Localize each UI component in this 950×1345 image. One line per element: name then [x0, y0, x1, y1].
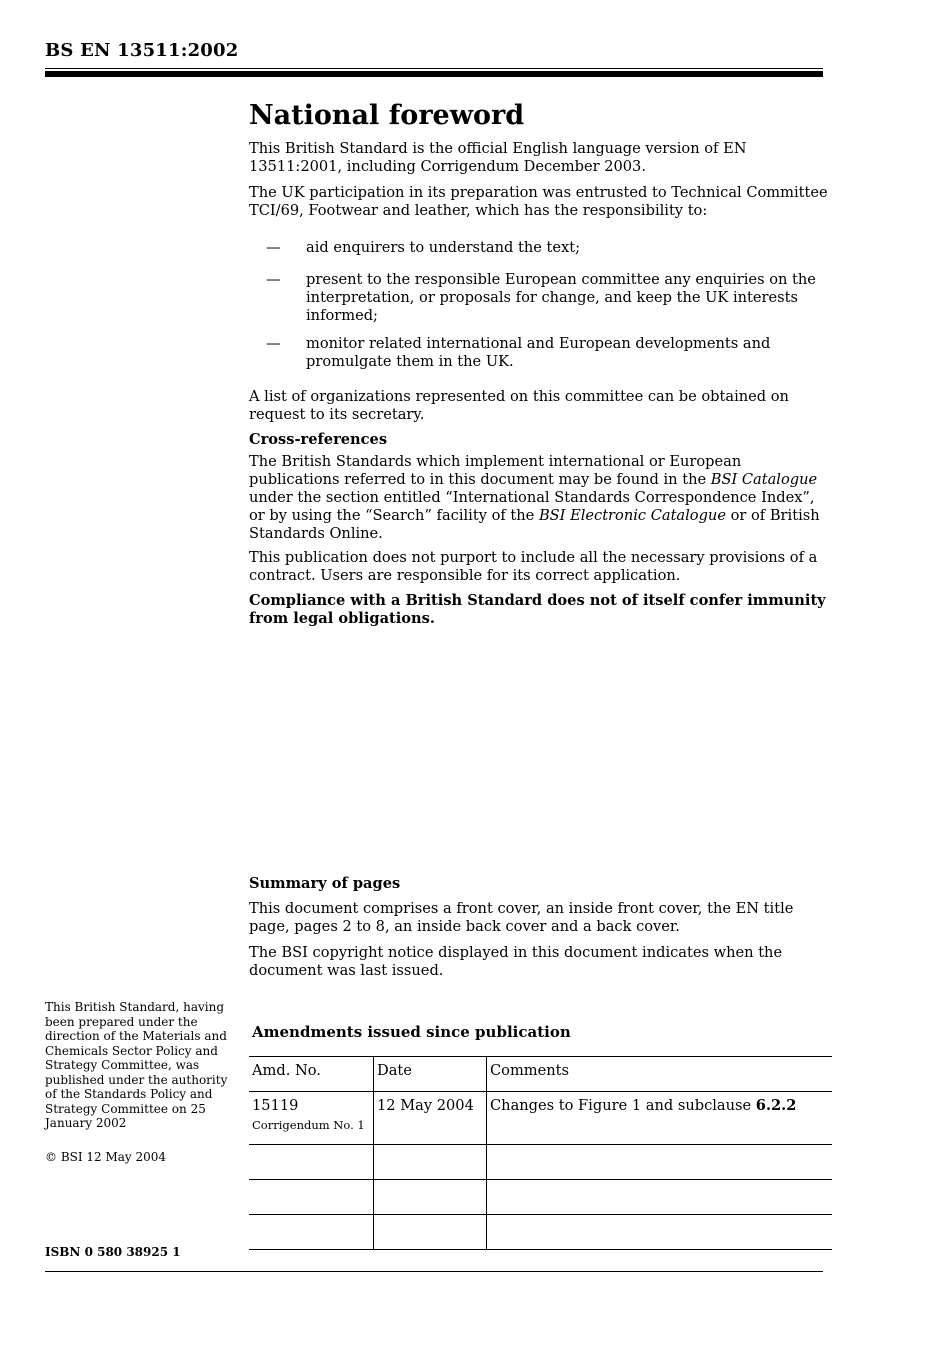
- column-header-comments: Comments: [490, 1062, 570, 1079]
- foreword-paragraph-2: The UK participation in its preparation was entrusted to Technical Committee TCI/69, Footwear and leather, which has the responsibility to:: [249, 184, 828, 219]
- crossref-text: or of British Standards Online.: [249, 507, 820, 542]
- page-title: National foreword: [249, 100, 525, 131]
- summary-paragraph-2: The BSI copyright notice displayed in this document indicates when the document was last issued.: [249, 944, 783, 979]
- column-header-date: Date: [377, 1062, 412, 1079]
- bsi-catalogue-ref: BSI Catalogue: [710, 471, 818, 488]
- table-rule: [249, 1091, 832, 1092]
- bsi-electronic-catalogue-ref: BSI Electronic Catalogue: [538, 507, 726, 524]
- crossref-text: under the section entitled “International Standards Correspondence Index”, or by using the “Search” facility of the: [249, 489, 815, 524]
- list-item: monitor related international and European developments and promulgate them in the UK.: [306, 335, 771, 370]
- column-header-amd-no: Amd. No.: [252, 1062, 321, 1079]
- foreword-paragraph-4: This publication does not purport to include all the necessary provisions of a contract. Users are responsible for its correct application.: [249, 549, 818, 584]
- foreword-paragraph-3: A list of organizations represented on this committee can be obtained on request to its secretary.: [249, 388, 789, 423]
- summary-paragraph-1: This document comprises a front cover, an inside front cover, the EN title page, pages 2 to 8, an inside back cover and a back cover.: [249, 900, 794, 935]
- amd-date: 12 May 2004: [377, 1097, 474, 1114]
- crossref-paragraph: [249, 453, 829, 543]
- amd-comment: [490, 1097, 796, 1115]
- document-id: BS EN 13511:2002: [45, 40, 239, 61]
- amendments-heading: Amendments issued since publication: [252, 1023, 571, 1041]
- publication-note: This British Standard, having been prepared under the direction of the Materials and Chemicals Sector Policy and Strategy Committee, was published under the authority of the Standards Policy and Strategy Committee on 25 January 2002: [45, 1000, 228, 1130]
- list-dash: —: [266, 239, 281, 256]
- amd-subtitle: Corrigendum No. 1: [252, 1118, 365, 1132]
- amd-number: 15119: [252, 1097, 299, 1114]
- list-item: present to the responsible European committee any enquiries on the interpretation, or proposals for change, and keep the UK interests informed;: [306, 271, 816, 324]
- header-thin-rule: [45, 68, 823, 69]
- list-dash: —: [266, 271, 281, 288]
- list-dash: —: [266, 335, 281, 352]
- foreword-paragraph-1: This British Standard is the official English language version of EN 13511:2001, including Corrigendum December 2003.: [249, 140, 747, 175]
- copyright-note: © BSI 12 May 2004: [45, 1150, 167, 1164]
- table-rule: [249, 1249, 832, 1250]
- amd-comment-clause: 6.2.2: [755, 1097, 797, 1114]
- list-item: aid enquirers to understand the text;: [306, 239, 581, 256]
- table-divider: [373, 1056, 374, 1250]
- table-rule: [249, 1056, 832, 1057]
- footer-rule: [45, 1271, 823, 1272]
- header-thick-rule: [45, 71, 823, 77]
- summary-heading: Summary of pages: [249, 875, 401, 892]
- table-rule: [249, 1144, 832, 1145]
- isbn: ISBN 0 580 38925 1: [45, 1245, 181, 1259]
- table-rule: [249, 1179, 832, 1180]
- amd-comment-text: Changes to Figure 1 and subclause: [490, 1097, 756, 1114]
- table-rule: [249, 1214, 832, 1215]
- crossref-text: The British Standards which implement international or European publications referred to in this document may be found in the: [249, 453, 742, 488]
- compliance-statement: Compliance with a British Standard does not of itself confer immunity from legal obligations.: [249, 592, 826, 627]
- table-divider: [486, 1056, 487, 1250]
- crossref-heading: Cross-references: [249, 431, 388, 448]
